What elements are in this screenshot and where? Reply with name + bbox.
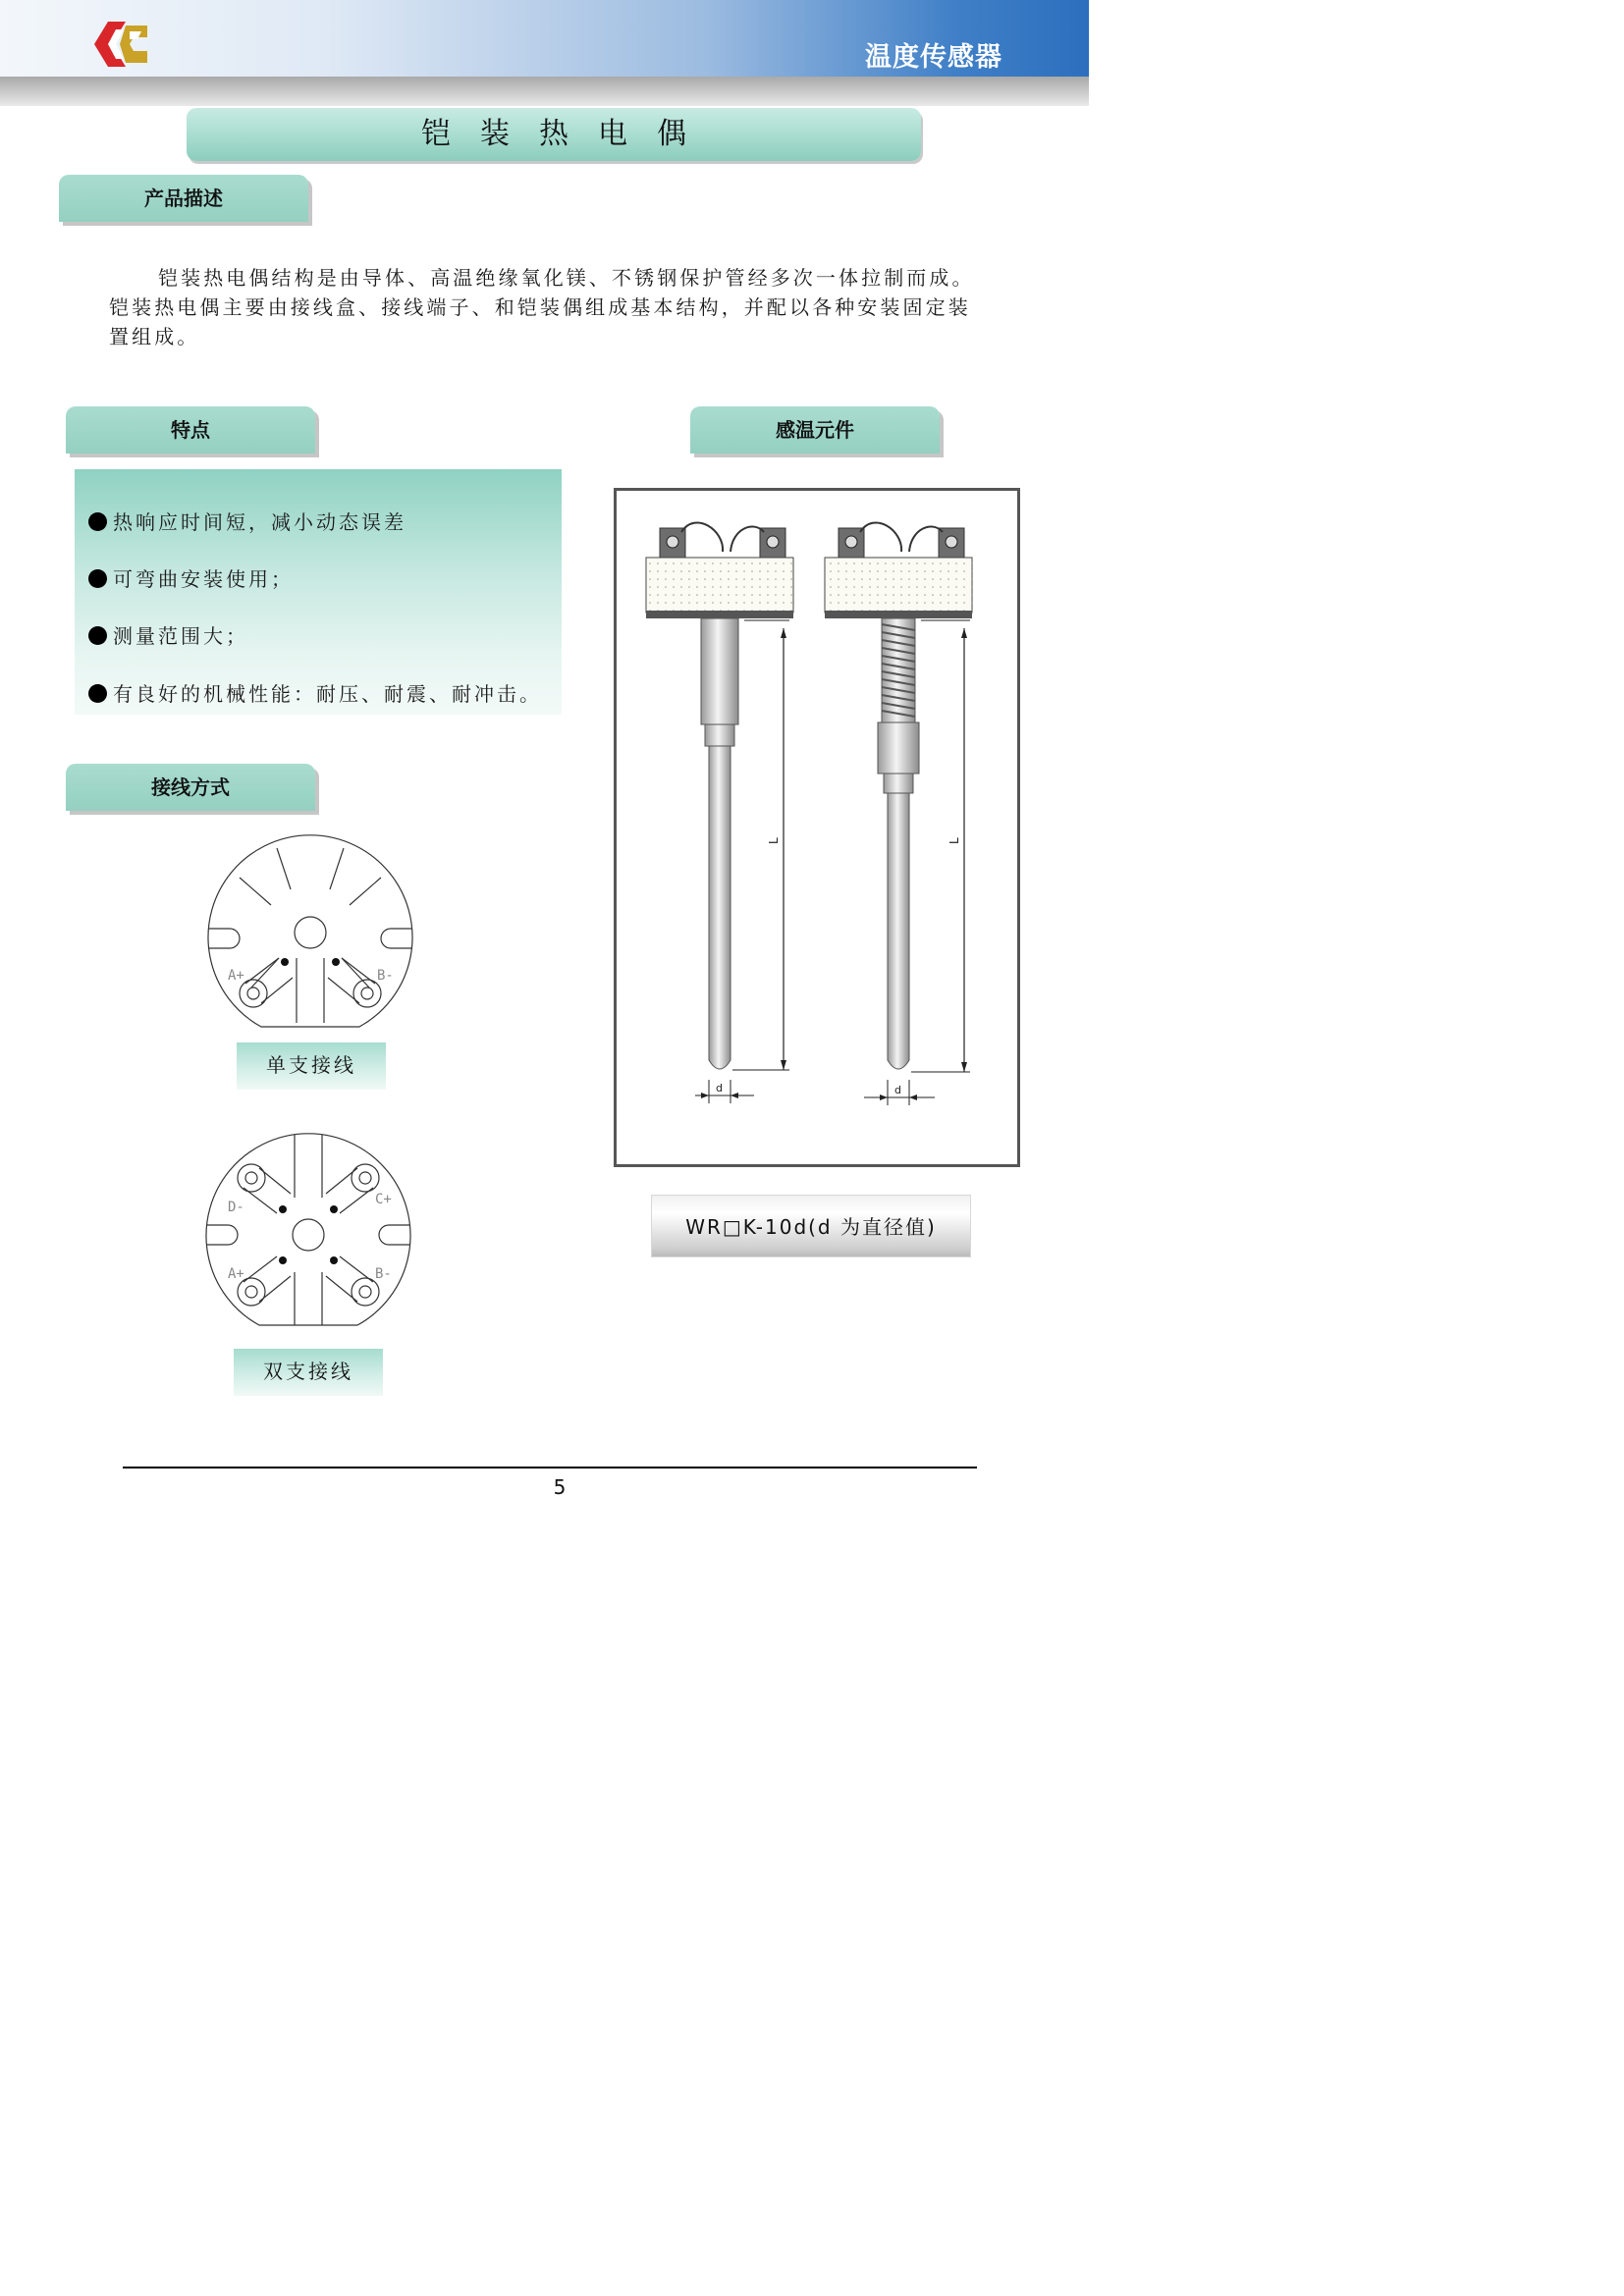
description-text: 铠装热电偶结构是由导体、高温绝缘氧化镁、不锈钢保护管经多次一体拉制而成。铠装热电偶主要由接线盒、接线端子、和铠装偶组成基本结构，并配以各种安装固定装置组成。 bbox=[109, 266, 975, 348]
sensor-caption-box bbox=[651, 1195, 971, 1257]
terminal-label-d-minus: D- bbox=[228, 1200, 244, 1215]
terminal-label-b-minus: B- bbox=[377, 968, 394, 984]
page-number: 5 bbox=[553, 1475, 567, 1499]
feature-item bbox=[88, 507, 406, 535]
wiring-label-double: 双支接线 bbox=[234, 1349, 383, 1396]
wiring-diagram-double bbox=[200, 1129, 416, 1335]
sensor-threaded bbox=[825, 522, 972, 1105]
bullet-icon bbox=[88, 684, 107, 703]
terminal-label-c-plus: C+ bbox=[375, 1192, 392, 1207]
section-heading-sensor: 感温元件 bbox=[690, 406, 940, 454]
page-title-bar bbox=[187, 108, 921, 161]
sensor-figure-frame bbox=[614, 488, 1020, 1167]
feature-text: 热响应时间短，减小动态误差 bbox=[113, 510, 406, 534]
bullet-icon bbox=[88, 569, 107, 588]
feature-item bbox=[88, 620, 248, 649]
company-logo bbox=[90, 20, 151, 69]
feature-text: 有良好的机械性能：耐压、耐震、耐冲击。 bbox=[113, 682, 542, 706]
dimension-label-diameter: d bbox=[716, 1082, 723, 1095]
section-heading-wiring: 接线方式 bbox=[66, 764, 315, 811]
section-heading-description: 产品描述 bbox=[59, 175, 308, 222]
section-heading-features: 特点 bbox=[66, 406, 315, 454]
header-title: 温度传感器 bbox=[865, 42, 1002, 73]
terminal-label-a-plus: A+ bbox=[228, 1266, 244, 1282]
dimension-label-length: L bbox=[767, 837, 781, 844]
page-title: 铠装热电偶 bbox=[421, 117, 716, 151]
feature-item bbox=[88, 563, 294, 592]
features-panel bbox=[75, 469, 562, 715]
feature-text: 测量范围大； bbox=[113, 624, 248, 648]
bullet-icon bbox=[88, 626, 107, 645]
sensor-model-caption: WR□K-10d(d 为直径值) bbox=[685, 1215, 937, 1239]
terminal-label-a-plus: A+ bbox=[228, 968, 244, 984]
sensor-straight bbox=[646, 522, 793, 1103]
feature-item bbox=[88, 678, 542, 707]
wiring-label-single: 单支接线 bbox=[237, 1042, 386, 1090]
feature-text: 可弯曲安装使用； bbox=[113, 567, 294, 591]
sensor-drawing bbox=[617, 491, 1017, 1164]
bullet-icon bbox=[88, 512, 107, 531]
footer-divider bbox=[123, 1467, 977, 1468]
dimension-label-diameter: d bbox=[894, 1084, 901, 1096]
header-shadow-band bbox=[0, 77, 1089, 106]
dimension-label-length: L bbox=[947, 837, 961, 844]
wiring-diagram-single bbox=[202, 830, 418, 1037]
terminal-label-b-minus: B- bbox=[375, 1266, 392, 1282]
